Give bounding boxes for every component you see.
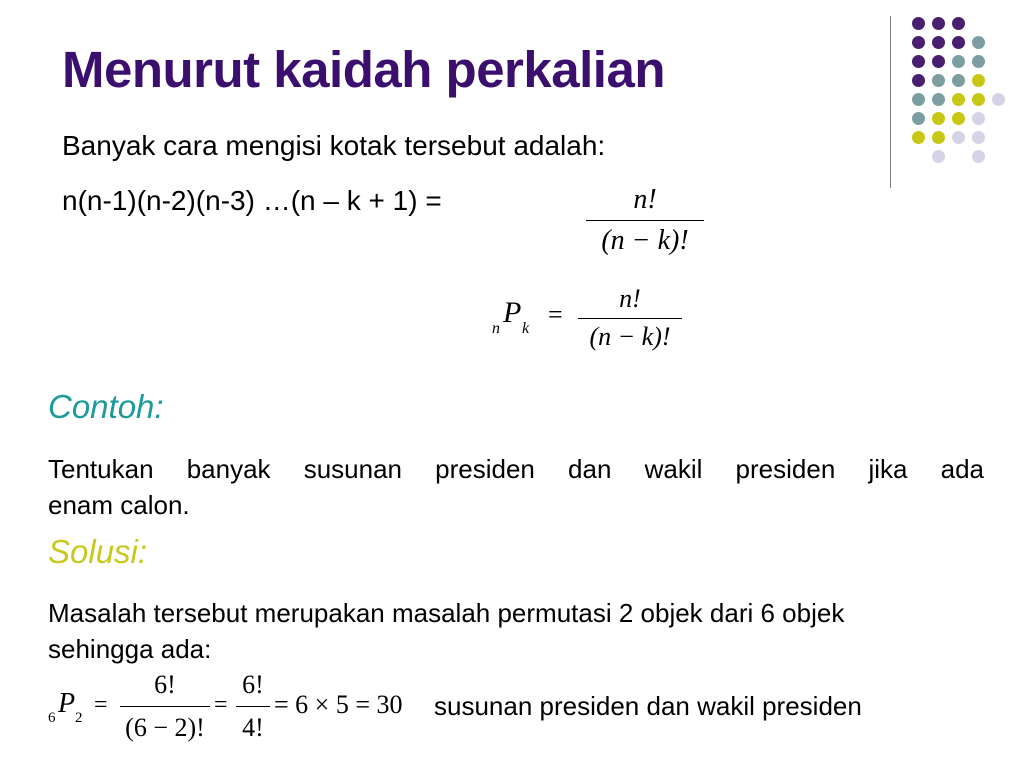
dot — [912, 93, 925, 106]
solution-heading: Solusi: — [48, 533, 148, 570]
dot — [952, 112, 965, 125]
dot — [952, 55, 965, 68]
dot — [932, 131, 945, 144]
formula-prefix: 6 — [48, 710, 56, 726]
solution-line-1: Masalah tersebut merupakan masalah permutasi 2 objek dari 6 objek — [48, 598, 845, 628]
formula-symbol: P — [503, 296, 522, 329]
dot — [932, 150, 945, 163]
formula-fraction-2 — [574, 282, 686, 355]
example-heading: Contoh: — [48, 388, 164, 425]
fraction-numerator: 6! — [242, 670, 264, 699]
dot — [952, 17, 965, 30]
fraction-denominator: 4! — [242, 713, 264, 742]
intro-line: Banyak cara mengisi kotak tersebut adalah: — [62, 130, 606, 161]
dot — [972, 150, 985, 163]
formula-result: = 6 × 5 = 30 — [274, 690, 403, 719]
formula-equals: = — [548, 300, 563, 329]
fraction-numerator: 6! — [154, 670, 176, 699]
permutation-formula — [490, 282, 690, 372]
word: susunan — [303, 454, 402, 484]
formula-subscript: 2 — [75, 710, 83, 726]
dot — [972, 55, 985, 68]
dot — [972, 74, 985, 87]
example-line-1 — [48, 451, 984, 487]
dot — [952, 131, 965, 144]
word: presiden — [435, 454, 535, 484]
word: Tentukan — [48, 454, 154, 484]
fraction-numerator: n! — [619, 284, 641, 313]
slide-title: Menurut kaidah perkalian — [62, 41, 665, 98]
dot — [932, 74, 945, 87]
product-expression: n(n-1)(n-2)(n-3) …(n – k + 1) = — [62, 185, 442, 216]
dot — [932, 17, 945, 30]
formula-equals-2: = — [214, 692, 228, 718]
dot — [972, 36, 985, 49]
solution-text — [48, 595, 844, 667]
formula-equals-1: = — [94, 692, 108, 718]
word: dan — [568, 454, 612, 484]
dot — [912, 17, 925, 30]
dot — [932, 36, 945, 49]
dot — [912, 131, 925, 144]
fraction-numerator: n! — [633, 184, 657, 215]
dot — [932, 93, 945, 106]
solution-formula — [48, 668, 428, 764]
dot — [952, 36, 965, 49]
dot — [972, 112, 985, 125]
word: wakil — [644, 454, 703, 484]
word: presiden — [735, 454, 836, 484]
formula-fraction-3a — [118, 668, 212, 745]
dot — [912, 112, 925, 125]
dot — [972, 131, 985, 144]
dot — [952, 74, 965, 87]
dot — [972, 93, 985, 106]
example-line-2: enam calon. — [48, 490, 190, 520]
fraction-denominator: (6 − 2)! — [125, 713, 205, 742]
example-text — [48, 451, 984, 523]
dot — [992, 93, 1005, 106]
dot — [912, 36, 925, 49]
formula-symbol: P — [58, 688, 76, 719]
dot — [932, 55, 945, 68]
word: jika — [868, 454, 908, 484]
dot — [912, 74, 925, 87]
formula-fraction-1 — [580, 182, 710, 261]
word: ada — [940, 454, 984, 484]
formula-prefix: n — [492, 320, 500, 337]
formula-fraction-3b — [236, 668, 270, 745]
result-text: susunan presiden dan wakil presiden — [434, 691, 862, 721]
dot — [912, 55, 925, 68]
fraction-denominator: (n − k)! — [601, 225, 689, 256]
fraction-denominator: (n − k)! — [589, 322, 671, 351]
word: banyak — [186, 454, 271, 484]
solution-line-2: sehingga ada: — [48, 634, 212, 664]
formula-subscript: k — [522, 320, 530, 337]
dot — [932, 112, 945, 125]
dot — [952, 93, 965, 106]
